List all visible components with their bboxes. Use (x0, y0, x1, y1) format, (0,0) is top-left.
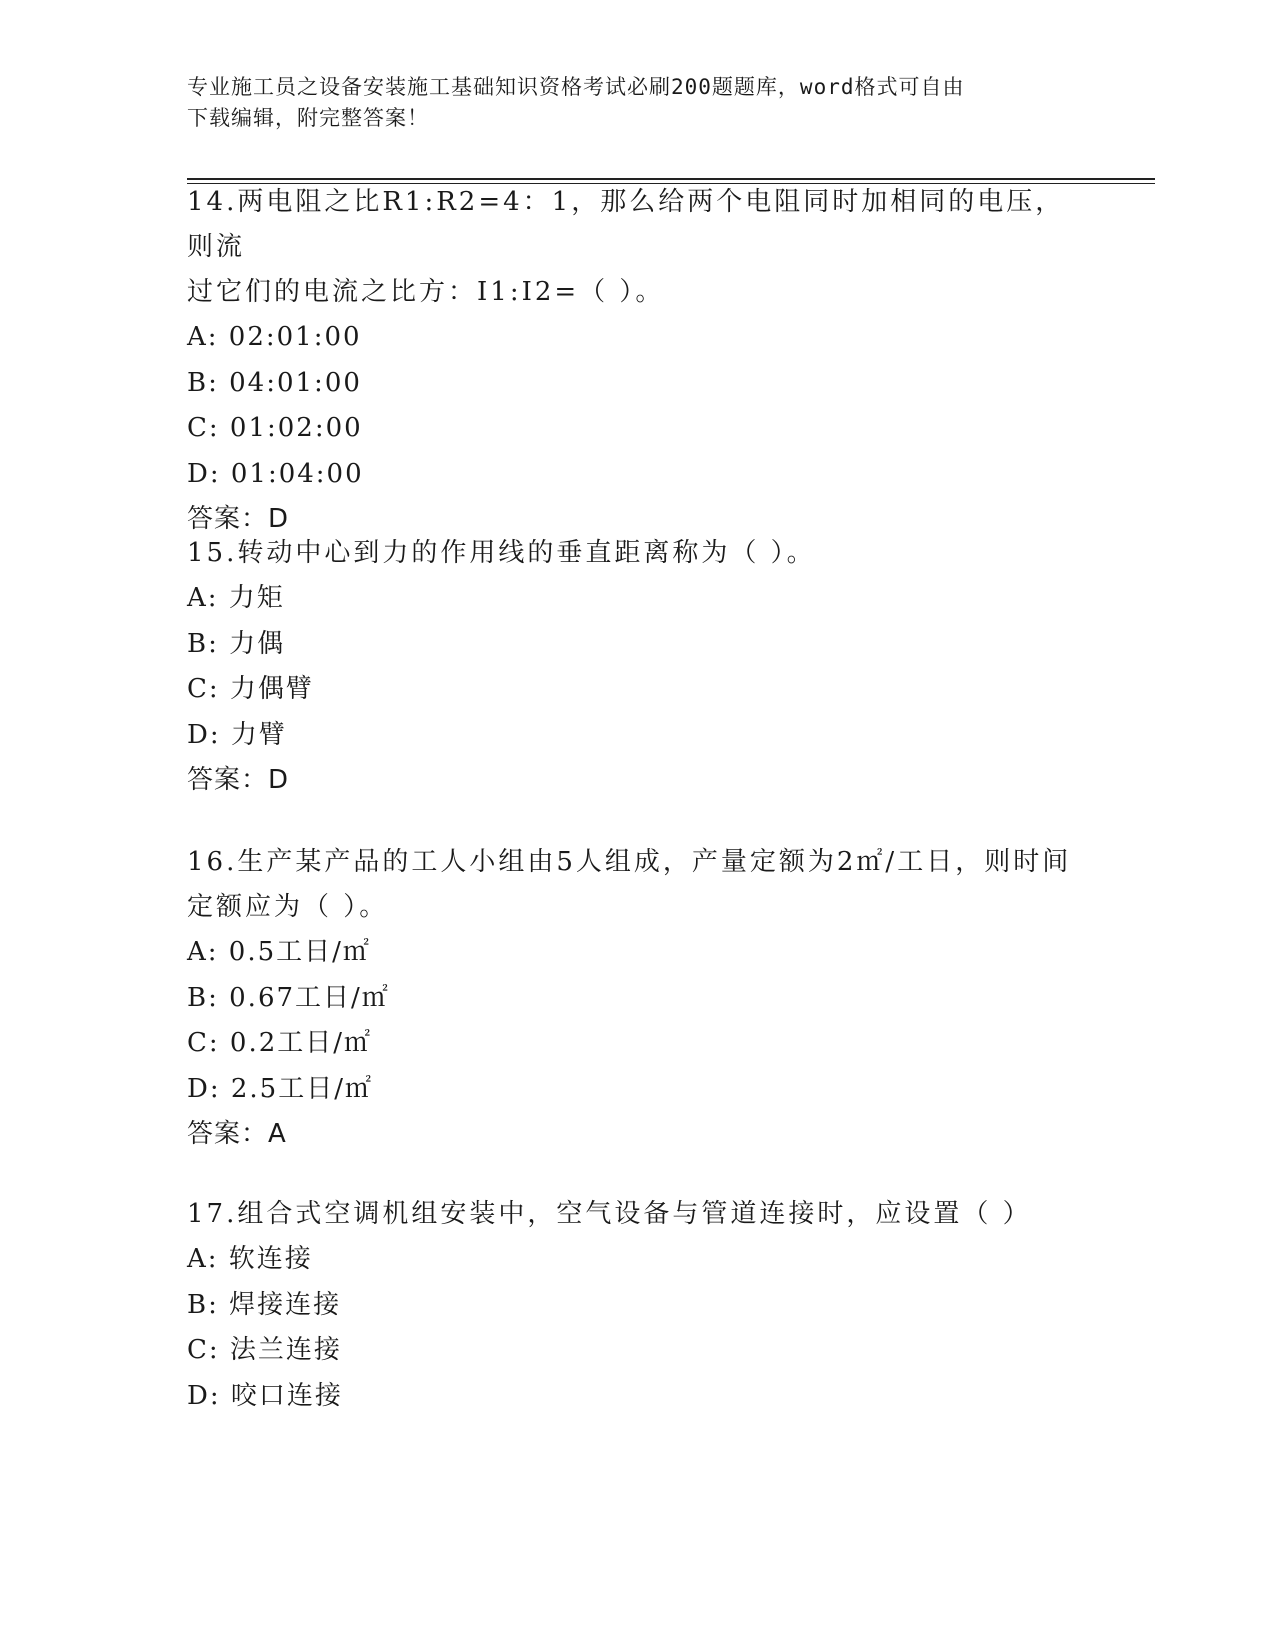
option-a: A: 02:01:00 (187, 322, 362, 352)
option-c: C: 力偶臂 (187, 674, 314, 704)
header-line-1: 专业施工员之设备安装施工基础知识资格考试必刷200题题库，word格式可自由 (187, 75, 965, 99)
answer: 答案：D (187, 765, 290, 795)
answer: 答案：A (187, 1119, 287, 1149)
option-b: B: 04:01:00 (187, 367, 362, 398)
option-a: A: 0.5工日/㎡ (187, 937, 371, 967)
question-14 (187, 180, 1087, 542)
option-b: B: 力偶 (187, 628, 286, 659)
option-c: C: 法兰连接 (187, 1335, 342, 1365)
option-c: C: 0.2工日/㎡ (187, 1028, 373, 1058)
document-header (187, 72, 1067, 134)
option-b: B: 焊接连接 (187, 1289, 342, 1320)
question-15 (187, 531, 1087, 803)
option-d: D: 咬口连接 (187, 1380, 343, 1411)
question-stem: 16.生产某产品的工人小组由5人组成，产量定额为2㎡/工日，则时间 (187, 847, 1072, 877)
option-c: C: 01:02:00 (187, 413, 363, 443)
option-b: B: 0.67工日/㎡ (187, 982, 390, 1013)
option-d: D: 2.5工日/㎡ (187, 1073, 373, 1104)
question-stem: 15.转动中心到力的作用线的垂直距离称为（ ）。 (187, 538, 816, 568)
answer: 答案：D (187, 504, 290, 534)
header-line-2: 下载编辑，附完整答案！ (187, 106, 429, 130)
question-stem-continued: 定额应为（ ）。 (187, 892, 389, 922)
question-stem-continued: 过它们的电流之比方：I1:I2=（ ）。 (187, 277, 665, 307)
option-d: D: 01:04:00 (187, 458, 364, 489)
option-a: A: 软连接 (187, 1244, 313, 1274)
question-16 (187, 840, 1087, 1157)
option-a: A: 力矩 (187, 583, 285, 613)
question-17 (187, 1192, 1087, 1419)
question-stem: 17.组合式空调机组安装中，空气设备与管道连接时，应设置（ ） (187, 1199, 1032, 1229)
question-stem: 14.两电阻之比R1:R2=4：1，那么给两个电阻同时加相同的电压，则流 (187, 187, 1065, 262)
option-d: D: 力臂 (187, 719, 287, 750)
